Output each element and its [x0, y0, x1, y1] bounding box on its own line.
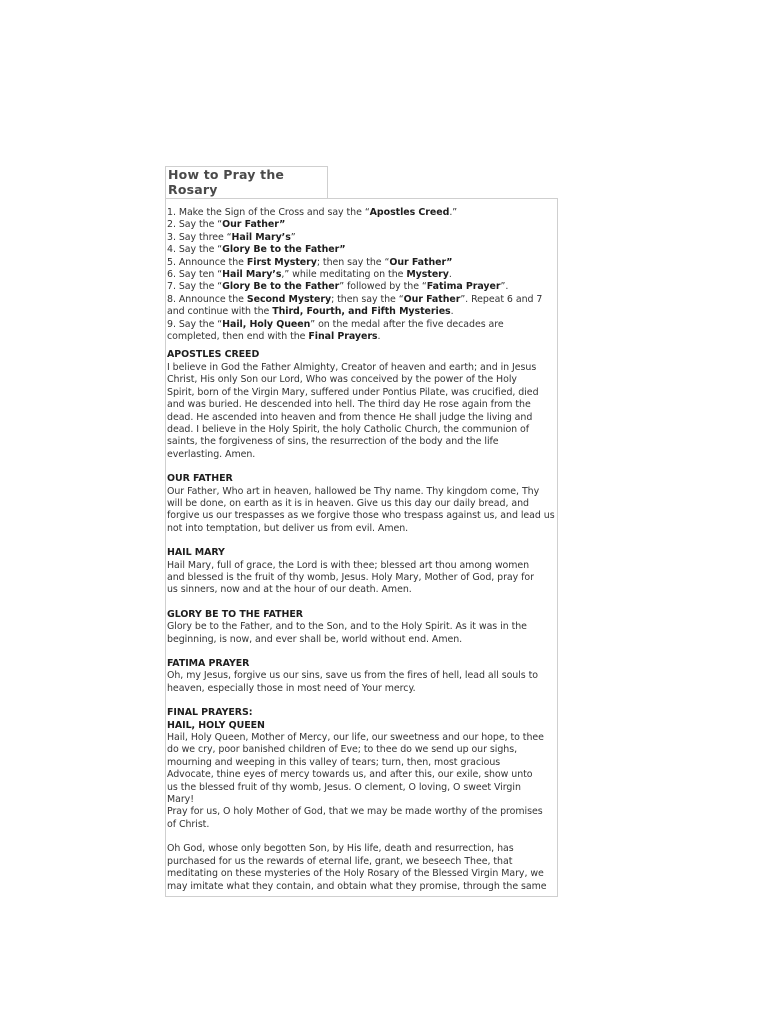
step-text: Say three “	[178, 231, 232, 243]
steps-list	[167, 207, 557, 343]
step-number: 3.	[167, 231, 179, 243]
page-title	[165, 166, 328, 198]
step-line	[167, 257, 557, 269]
our-father-heading: OUR FATHER	[167, 473, 233, 485]
step-text: .	[450, 306, 454, 318]
step-emphasis: Our Father	[403, 293, 461, 305]
step-emphasis: Final Prayers	[308, 331, 378, 343]
prayer-line: Glory be to the Father, and to the Son, and to the Holy Spirit. As it was in the	[167, 621, 527, 633]
step-number: 8.	[167, 293, 179, 305]
step-text: Announce the	[178, 293, 247, 305]
step-number: 1.	[167, 207, 179, 218]
step-line	[167, 232, 557, 244]
apostles-creed-text	[167, 362, 557, 461]
step-number: 5.	[167, 256, 179, 268]
step-text: Say the “	[178, 318, 223, 330]
step-text: .	[377, 331, 381, 343]
hail-holy-queen-text	[167, 732, 557, 831]
prayer-line: not into temptation, but deliver us from evil. Amen.	[167, 522, 409, 534]
step-line	[167, 319, 557, 331]
prayer-line: Advocate, thine eyes of mercy towards us, and after this, our exile, show unto	[167, 769, 533, 781]
prayer-line: I believe in God the Father Almighty, Creator of heaven and earth; and in Jesus	[167, 361, 537, 373]
step-text: Say the “	[178, 244, 223, 256]
step-emphasis: Third, Fourth, and Fifth Mysteries	[272, 306, 451, 318]
prayer-line: and was buried. He descended into hell. The third day He rose again from the	[167, 399, 531, 411]
apostles-creed-section	[167, 349, 557, 461]
apostles-creed-heading: APOSTLES CREED	[167, 349, 260, 361]
prayer-line: forgive us our trespasses as we forgive those who trespass against us, and lead us	[167, 510, 555, 522]
hail-mary-section	[167, 547, 557, 597]
final-prayers-heading: FINAL PRAYERS:	[167, 707, 253, 719]
step-emphasis: First Mystery	[246, 256, 317, 268]
step-line	[167, 207, 557, 219]
step-number: 2.	[167, 219, 179, 231]
step-emphasis: Hail, Holy Queen	[222, 318, 311, 330]
prayer-line: Christ, His only Son our Lord, Who was conceived by the power of the Holy	[167, 374, 517, 386]
hail-mary-text	[167, 560, 557, 597]
prayer-line: Our Father, Who art in heaven, hallowed be Thy name. Thy kingdom come, Thy	[167, 485, 540, 497]
step-line	[167, 281, 557, 293]
prayer-line: Oh God, whose only begotten Son, by His life, death and resurrection, has	[167, 843, 514, 855]
prayer-line: do we cry, poor banished children of Eve; to thee do we send up our sighs,	[167, 744, 518, 756]
prayer-line: Mary!	[167, 794, 194, 806]
hail-mary-heading: HAIL MARY	[167, 547, 225, 559]
step-line	[167, 269, 557, 281]
step-text: Say ten “	[178, 269, 223, 281]
step-line	[167, 331, 557, 343]
step-text: ; then say the “	[316, 256, 390, 268]
title-text: How to Pray the Rosary	[168, 167, 285, 197]
our-father-text	[167, 486, 557, 536]
step-text: ” on the medal after the five decades are	[310, 318, 504, 330]
prayer-line: Hail, Holy Queen, Mother of Mercy, our life, our sweetness and our hope, to thee	[167, 732, 544, 744]
fatima-prayer-heading: FATIMA PRAYER	[167, 658, 250, 669]
step-text: Say the “	[178, 281, 223, 293]
step-text: .”	[449, 207, 458, 218]
step-emphasis: Glory Be to the Father	[222, 281, 340, 293]
step-emphasis: Second Mystery	[246, 293, 332, 305]
prayer-line: Oh, my Jesus, forgive us our sins, save us from the fires of hell, lead all souls to	[167, 670, 539, 682]
prayer-line: dead. He ascended into heaven and from thence He shall judge the living and	[167, 411, 533, 423]
step-emphasis: Our Father	[389, 256, 447, 268]
prayer-line: may imitate what they contain, and obtain what they promise, through the same	[167, 880, 547, 892]
prayer-line: of Christ.	[167, 818, 210, 830]
step-emphasis: Our Father	[222, 219, 280, 231]
prayer-line: dead. I believe in the Holy Spirit, the holy Catholic Church, the communion of	[167, 423, 530, 435]
paragraph-gap	[167, 831, 557, 843]
prayer-line: and blessed is the fruit of thy womb, Jesus. Holy Mary, Mother of God, pray for	[167, 571, 534, 583]
step-emphasis: ”	[279, 219, 286, 231]
step-text: Make the Sign of the Cross and say the “	[178, 207, 370, 218]
closing-prayer-text	[167, 843, 557, 893]
step-text: Say the “	[178, 219, 223, 231]
step-line	[167, 219, 557, 231]
step-text: .	[448, 269, 452, 281]
prayer-line: meditating on these mysteries of the Holy Rosary of the Blessed Virgin Mary, we	[167, 868, 544, 880]
step-text: ”. Repeat 6 and 7	[460, 293, 543, 305]
prayer-line: heaven, especially those in most need of Your mercy.	[167, 682, 416, 694]
step-emphasis: Hail Mary’s	[222, 269, 282, 281]
step-number: 7.	[167, 281, 179, 293]
our-father-section	[167, 473, 557, 535]
step-text: ”	[290, 231, 296, 243]
step-number: 6.	[167, 269, 179, 281]
step-emphasis: Hail Mary’s	[231, 231, 291, 243]
fatima-prayer-text	[167, 670, 557, 695]
prayer-line: us the blessed fruit of thy womb, Jesus. O clement, O loving, O sweet Virgin	[167, 781, 521, 793]
fatima-prayer-section	[167, 658, 557, 695]
prayer-line: beginning, is now, and ever shall be, world without end. Amen.	[167, 633, 463, 645]
hail-holy-queen-heading: HAIL, HOLY QUEEN	[167, 719, 265, 731]
step-emphasis: ”	[339, 244, 346, 256]
step-text: Announce the	[178, 256, 247, 268]
rosary-instructions-panel	[165, 198, 558, 897]
prayer-line: everlasting. Amen.	[167, 448, 256, 460]
glory-be-section	[167, 609, 557, 646]
step-number: 9.	[167, 318, 179, 330]
prayer-line: Pray for us, O holy Mother of God, that we may be made worthy of the promises	[167, 806, 543, 818]
prayer-line: purchased for us the rewards of eternal life, grant, we beseech Thee, that	[167, 855, 513, 867]
step-emphasis: Fatima Prayer	[426, 281, 501, 293]
prayer-line: Spirit, born of the Virgin Mary, suffered under Pontius Pilate, was crucified, died	[167, 386, 539, 398]
prayer-line: will be done, on earth as it is in heaven. Give us this day our daily bread, and	[167, 497, 529, 509]
step-text: ,” while meditating on the	[281, 269, 407, 281]
step-text: ”.	[500, 281, 509, 293]
final-prayers-section	[167, 707, 557, 893]
step-text: and continue with the	[167, 306, 273, 318]
step-line	[167, 244, 557, 256]
prayer-line: us sinners, now and at the hour of our death. Amen.	[167, 584, 412, 596]
step-text: ” followed by the “	[339, 281, 427, 293]
prayer-line: mourning and weeping in this valley of tears; turn, then, most gracious	[167, 756, 501, 768]
glory-be-heading: GLORY BE TO THE FATHER	[167, 608, 303, 620]
step-emphasis: ”	[446, 256, 453, 268]
step-line	[167, 294, 557, 306]
step-line	[167, 306, 557, 318]
step-number: 4.	[167, 244, 179, 256]
glory-be-text	[167, 621, 557, 646]
step-text: completed, then end with the	[167, 331, 309, 343]
prayer-line: Hail Mary, full of grace, the Lord is with thee; blessed art thou among women	[167, 559, 530, 571]
step-emphasis: Mystery	[406, 269, 449, 281]
step-emphasis: Apostles Creed	[369, 207, 450, 218]
step-text: ; then say the “	[331, 293, 404, 305]
step-emphasis: Glory Be to the Father	[222, 244, 340, 256]
prayer-line: saints, the forgiveness of sins, the resurrection of the body and the life	[167, 436, 499, 448]
